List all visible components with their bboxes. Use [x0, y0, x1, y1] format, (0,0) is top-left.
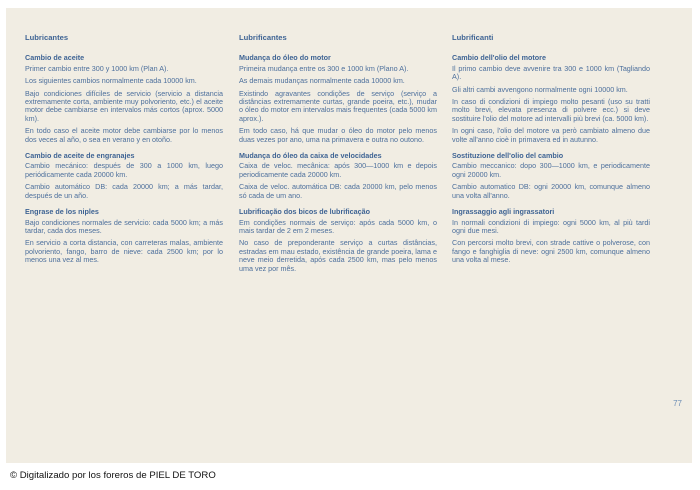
block-heading: Mudança do óleo da caixa de velocidades: [239, 151, 382, 161]
paragraph: Los siguientes cambios normalmente cada 10000 km.: [25, 76, 197, 86]
column-italian: [452, 34, 650, 269]
paragraph: Cambio mecánico: después de 300 a 1000 km, luego periódicamente cada 20000 km.: [25, 161, 223, 179]
block-heading: Sostituzione dell'olio del cambio: [452, 151, 564, 161]
paragraph: Primer cambio entre 300 y 1000 km (Plan A).: [25, 63, 169, 73]
paragraph: En servicio a corta distancia, con carreteras malas, ambiente polvoriento, fango, barro de nieve: cada 2500 km; por lo menos una vez al mes.: [25, 238, 223, 265]
paragraph: En todo caso el aceite motor debe cambiarse por lo menos dos veces al año, o sea en verano y en otoño.: [25, 126, 223, 144]
paragraph: As demais mudanças normalmente cada 10000 km.: [239, 76, 405, 86]
paragraph: Cambio automatico DB: ogni 20000 km, comunque almeno una volta all'anno.: [452, 182, 650, 200]
paragraph: Il primo cambio deve avvenire tra 300 e 1000 km (Tagliando A).: [452, 63, 650, 82]
page-number: 77: [673, 399, 682, 408]
paragraph: Con percorsi molto brevi, con strade cattive o polverose, con fango e fanghiglia di neve: ogni 2500 km, comunque almeno una volta al mese.: [452, 238, 650, 265]
paragraph: Bajo condiciones difíciles de servicio (servicio a distancia extremamente corta, ambiente muy polvoriento, etc.) el aceite motor debe cambiarse en intervalos más cortos (aprox. 5000 km).: [25, 88, 223, 123]
block-heading: Engrase de los niples: [25, 207, 99, 217]
paragraph: No caso de preponderante serviço a curtas distâncias, estradas em mau estado, existência de grande poeira, lama e neve meio derretida, após cada 2500 km, mas pelo menos uma vez por mês.: [239, 238, 437, 273]
paragraph: Caixa de veloc. automática DB: cada 20000 km, pelo menos só cada de um ano.: [239, 182, 437, 200]
paragraph: In caso di condizioni di impiego molto pesanti (uso su tratti molto brevi, elevata presenza di polvere ecc.) si deve sostituire l'olio del motore ad intervalli più brevi (ca. 5000 km).: [452, 97, 650, 123]
paragraph: Em todo caso, há que mudar o óleo do motor pelo menos duas vezes por ano, uma na primavera e outra no outono.: [239, 126, 437, 144]
paragraph: Existindo agravantes condições de serviço (serviço a distâncias extremamente curtas, grande poeira, etc.), mudar o óleo do motor em intervalos mais frequentes (cada 5000 km aprox.).: [239, 88, 437, 123]
block-heading: Cambio dell'olio del motore: [452, 53, 546, 63]
paragraph: Primeira mudança entre os 300 e 1000 km (Plano A).: [239, 63, 409, 73]
block-heading: Cambio de aceite de engranajes: [25, 151, 135, 161]
paragraph: Cambio automático DB: cada 20000 km; a más tardar, después de un año.: [25, 182, 223, 200]
paragraph: Cambio meccanico: dopo 300—1000 km, e periodicamente ogni 20000 km.: [452, 161, 650, 179]
paragraph: Bajo condiciones normales de servicio: cada 5000 km; a más tardar, cada dos meses.: [25, 217, 223, 235]
footer-credit: © Digitalizado por los foreros de PIEL DE TORO: [10, 470, 216, 481]
block-heading: Mudança do óleo do motor: [239, 53, 331, 63]
paragraph: In normali condizioni di impiego: ogni 5000 km, al più tardi ogni due mesi.: [452, 217, 650, 235]
block-heading: Cambio de aceite: [25, 53, 85, 63]
section-title: Lubrificanti: [452, 33, 494, 42]
block-heading: Lubrificação dos bicos de lubrificação: [239, 207, 371, 217]
paragraph: Caixa de veloc. mecânica: após 300—1000 km e depois periodicamente cada 20000 km.: [239, 161, 437, 179]
column-portuguese: [239, 34, 437, 277]
paragraph: Em condições normais de serviço: após cada 5000 km, o mais tardar de 2 em 2 meses.: [239, 217, 437, 235]
column-spanish: [25, 34, 223, 269]
paragraph: In ogni caso, l'olio del motore va però cambiato almeno due volte all'anno cioè in primavera ed in autunno.: [452, 126, 650, 144]
section-title: Lubrificantes: [239, 33, 287, 42]
block-heading: Ingrassaggio agli ingrassatori: [452, 207, 555, 217]
section-title: Lubricantes: [25, 33, 69, 42]
paragraph: Gli altri cambi avvengono normalmente ogni 10000 km.: [452, 84, 628, 94]
